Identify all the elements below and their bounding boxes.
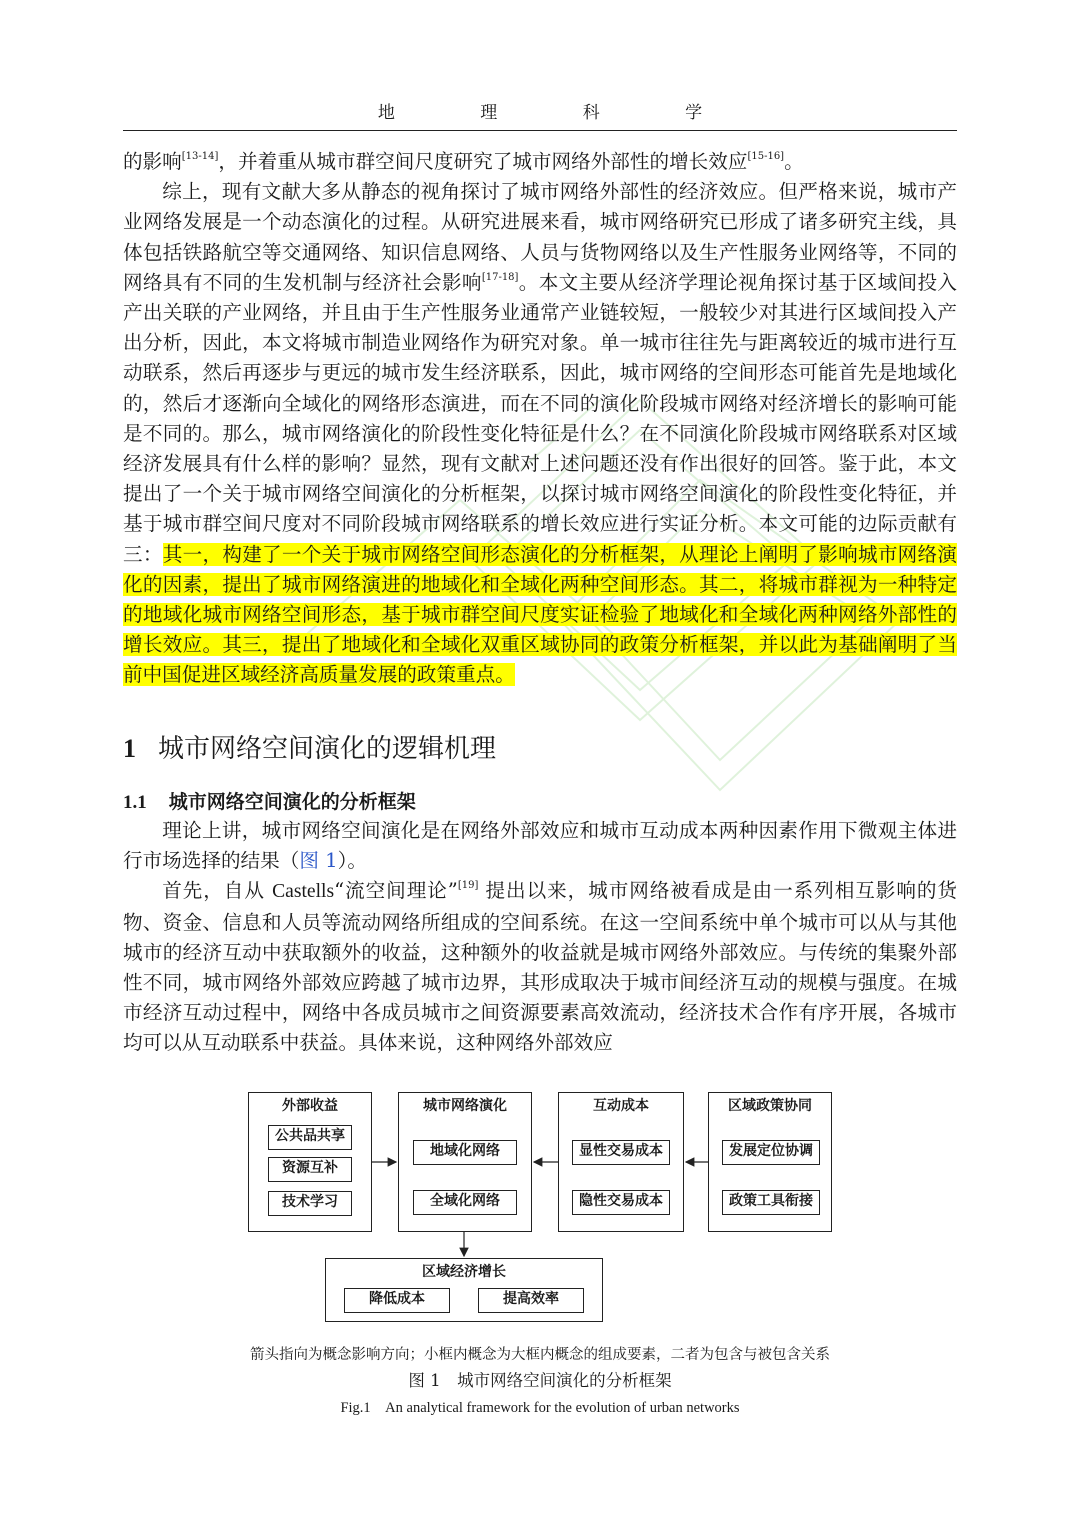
item-tech-learning: 技术学习 [268,1191,352,1216]
section-heading-1-1: 1.1 城市网络空间演化的分析框架 [123,791,416,813]
item-public-goods: 公共品共享 [268,1125,352,1150]
body-text-bottom [123,816,957,1059]
box-title: 外部收益 [282,1098,338,1114]
highlighted-contributions: 其一，构建了一个关于城市网络空间形态演化的分析框架，从理论上阐明了影响城市网络演化的因素，提出了城市网络演进的地域化和全域化两种空间形态。其二，将城市群视为一种特定的地域化城市网络空间形态，基于城市群空间尺度实证检验了地域化和全域化两种网络外部性的增长效应。其三，提出了地域化和全域化双重区域协同的政策分析框架，并以此为基础阐明了当前中国促进区域经济高质量发展的政策重点。 [123,542,958,687]
box-network-evolution [398,1092,532,1232]
item-global-network: 全域化网络 [413,1190,517,1215]
item-explicit-cost: 显性交易成本 [572,1140,670,1165]
box-title: 城市网络演化 [423,1098,507,1114]
figure-reference-link[interactable]: 图 1 [299,849,338,873]
box-external-benefits [248,1092,372,1232]
figure-caption-cn: 图 1 城市网络空间演化的分析框架 [408,1371,672,1390]
box-title: 互动成本 [593,1098,649,1114]
box-regional-growth [325,1258,603,1322]
box-policy-coordination [708,1092,832,1232]
paragraph-1: 的影响[13-14]，并着重从城市群空间尺度研究了城市网络外部性的增长效应[15-16]。 [123,150,804,173]
item-reduce-cost: 降低成本 [344,1288,450,1313]
item-development-positioning: 发展定位协调 [722,1140,820,1165]
item-implicit-cost: 隐性交易成本 [572,1190,670,1215]
figure-note: 箭头指向为概念影响方向；小框内概念为大框内概念的组成要素，二者为包含与被包含关系 [250,1347,830,1363]
item-policy-tools: 政策工具衔接 [722,1190,820,1215]
paragraph-4: 首先，自从 Castells“流空间理论”[19] 提出以来，城市网络被看成是由一系列相互影响的货物、资金、信息和人员等流动网络所组成的空间系统。在这一空间系统中单个城市可以从与其他城市的经济互动中获取额外的收益，这种额外的收益就是城市网络外部效应。与传统的集聚外部性不同，城市网络外部效应跨越了城市边界，其形成取决于城市间经济互动的规模与强度。在城市经济互动过程中，网络中各成员城市之间资源要素高效流动，经济技术合作有序开展，各城市均可以从互动联系中获益。具体来说，这种网络外部效应 [123,879,957,1055]
box-interaction-cost [558,1092,684,1232]
header-rule [123,130,957,131]
figure-caption-en: Fig.1 An analytical framework for the evolution of urban networks [340,1400,740,1416]
item-resource-complement: 资源互补 [268,1157,352,1182]
citation[interactable]: [15-16] [747,151,785,162]
citation[interactable]: [17-18] [481,271,519,283]
citation[interactable]: [19] [457,880,479,892]
citation[interactable]: [13-14] [181,151,219,162]
body-text-top [123,147,957,691]
section-heading-1: 1 城市网络空间演化的逻辑机理 [123,734,497,764]
item-regional-network: 地域化网络 [413,1140,517,1165]
item-improve-efficiency: 提高效率 [478,1288,584,1313]
box-title: 区域经济增长 [422,1264,506,1280]
box-title: 区域政策协同 [728,1098,812,1114]
paragraph-3: 理论上讲，城市网络空间演化是在网络外部效应和城市互动成本两种因素作用下微观主体进行市场选择的结果（图 1）。 [123,819,957,873]
paragraph-2: 综上，现有文献大多从静态的视角探讨了城市网络外部性的经济效应。但严格来说，城市产业网络发展是一个动态演化的过程。从研究进展来看，城市网络研究已形成了诸多研究主线，具体包括铁路航空等交通网络、知识信息网络、人员与货物网络以及生产性服务业网络等，不同的网络具有不同的生发机制与经济社会影响[17-18]。本文主要从经济学理论视角探讨基于区域间投入产出关联的产业网络，并且由于生产性服务业通常产业链较短，一般较少对其进行区域间投入产出分析，因此，本文将城市制造业网络作为研究对象。单一城市往往先与距离较近的城市进行互动联系，然后再逐步与更远的城市发生经济联系，因此，城市网络的空间形态可能首先是地域化的，然后才逐渐向全域化的网络形态演进，而在不同的演化阶段城市网络对经济增长的影响可能是不同的。那么，城市网络演化的阶段性变化特征是什么？在不同演化阶段城市网络联系对区域经济发展具有什么样的影响？显然，现有文献对上述问题还没有作出很好的回答。鉴于此，本文提出了一个关于城市网络空间演化的分析框架，以探讨城市网络空间演化的阶段性变化特征，并基于城市群空间尺度对不同阶段城市网络联系的增长效应进行实证分析。本文可能的边际贡献有三：其一，构建了一个关于城市网络空间形态演化的分析框架，从理论上阐明了影响城市网络演化的因素，提出了城市网络演进的地域化和全域化两种空间形态。其二，将城市群视为一种特定的地域化城市网络空间形态，基于城市群空间尺度实证检验了地域化和全域化两种网络外部性的增长效应。其三，提出了地域化和全域化双重区域协同的政策分析框架，并以此为基础阐明了当前中国促进区域经济高质量发展的政策重点。 [123,180,958,687]
running-header: 地 理 科 学 [377,103,743,123]
